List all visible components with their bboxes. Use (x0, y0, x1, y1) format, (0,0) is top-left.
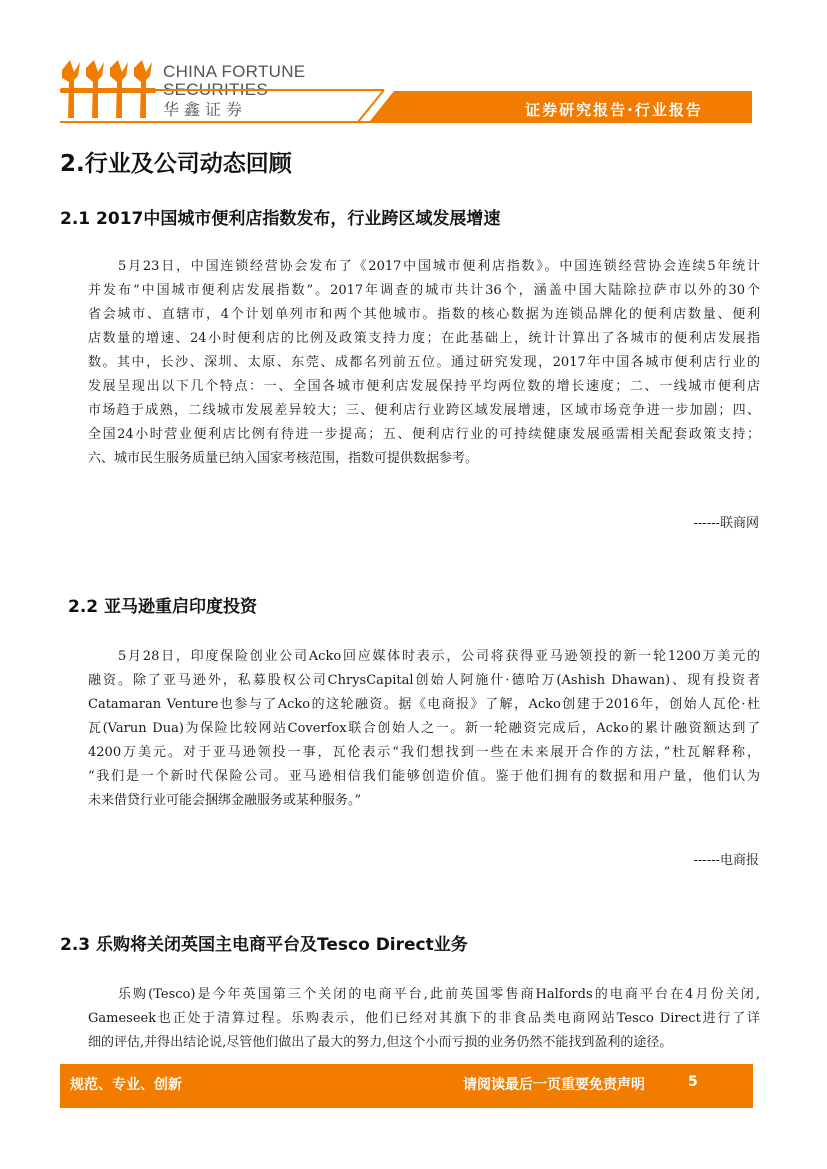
subsection-body-2-1 (88, 255, 760, 471)
paragraph-line: 店数量的增速、24小时便利店的比例及政策支持力度；在此基础上，统计计算出了各城市的便利店发展指 (88, 331, 760, 346)
paragraph-line: “我们是一个新时代保险公司。亚马逊相信我们能够创造价值。鉴于他们拥有的数据和用户量，他们认为 (88, 769, 760, 784)
report-type-label: 证券研究报告·行业报告 (525, 101, 703, 119)
paragraph-line: 市场趋于成熟，二线城市发展差异较大；三、便利店行业跨区域发展增速，区域市场竞争进一步加剧；四、 (88, 403, 760, 418)
subsection-heading-2-3: 2.3 乐购将关闭英国主电商平台及Tesco Direct业务 (60, 935, 468, 955)
logo-text-en-line1: CHINA FORTUNE (163, 62, 306, 81)
page-number: 5 (688, 1074, 698, 1090)
footer-slogan: 规范、专业、创新 (70, 1077, 182, 1093)
source-credit: ------电商报 (693, 853, 759, 868)
paragraph-line: Catamaran Venture也参与了Acko的这轮融资。据《电商报》了解，Acko创建于2016年，创始人瓦伦·杜 (88, 697, 760, 712)
subsection-body-2-3 (88, 983, 760, 1055)
paragraph-line: 并发布“中国城市便利店发展指数”。2017年调查的城市共计36个，涵盖中国大陆除拉萨市以外的30个 (88, 283, 760, 298)
paragraph-line: Gameseek也正处于清算过程。乐购表示，他们已经对其旗下的非食品类电商网站Tesco Direct进行了详 (88, 1011, 760, 1026)
paragraph-line: 省会城市、直辖市，4个计划单列市和两个其他城市。指数的核心数据为连锁品牌化的便利店数量、便利 (88, 307, 760, 322)
paragraph-line: 发展呈现出以下几个特点：一、全国各城市便利店发展保持平均两位数的增长速度；二、一线城市便利店 (88, 379, 760, 394)
paragraph-line: 未来借贷行业可能会捆绑金融服务或某种服务。” (88, 793, 362, 808)
subsection-heading-2-2: 2.2 亚马逊重启印度投资 (68, 597, 258, 617)
paragraph-line: 5月28日，印度保险创业公司Acko回应媒体时表示，公司将获得亚马逊领投的新一轮1200万美元的 (118, 649, 760, 664)
logo-text-en-line2: SECURITIES (163, 80, 269, 99)
paragraph-line: 瓦(Varun Dua)为保险比较网站Coverfox联合创始人之一。新一轮融资完成后，Acko的累计融资额达到了 (88, 721, 760, 736)
paragraph-line: 5月23日，中国连锁经营协会发布了《2017中国城市便利店指数》。中国连锁经营协会连续5年统计 (118, 259, 760, 274)
paragraph-line: 融资。除了亚马逊外，私募股权公司ChrysCapital创始人阿施什·德哈万(Ashish Dhawan)、现有投资者 (88, 673, 760, 688)
paragraph-line: 全国24小时营业便利店比例有待进一步提高；五、便利店行业的可持续健康发展亟需相关配套政策支持； (88, 427, 760, 442)
paragraph-line: 4200万美元。对于亚马逊领投一事，瓦伦表示“我们想找到一些在未来展开合作的方法，”杜瓦解释称， (88, 745, 760, 760)
subsection-heading-2-1: 2.1 2017中国城市便利店指数发布，行业跨区域发展增速 (60, 209, 501, 229)
paragraph-line: 数。其中，长沙、深圳、太原、东莞、成都名列前五位。通过研究发现，2017年中国各城市便利店行业的 (88, 355, 760, 370)
source-credit: ------联商网 (693, 516, 759, 531)
footer-disclaimer-link[interactable]: 请阅读最后一页重要免责声明 (463, 1077, 645, 1093)
section-title: 2.行业及公司动态回顾 (60, 151, 292, 177)
paragraph-line: 细的评估,并得出结论说,尽管他们做出了最大的努力,但这个小而亏损的业务仍然不能找到盈利的途径。 (88, 1035, 673, 1050)
paragraph-line: 乐购(Tesco)是今年英国第三个关闭的电商平台,此前英国零售商Halfords的电商平台在4月份关闭, (118, 987, 760, 1002)
logo-text-cn: 华鑫证券 (163, 100, 248, 119)
paragraph-line: 六、城市民生服务质量已纳入国家考核范围，指数可提供数据参考。 (88, 451, 479, 466)
subsection-body-2-2 (88, 645, 760, 813)
